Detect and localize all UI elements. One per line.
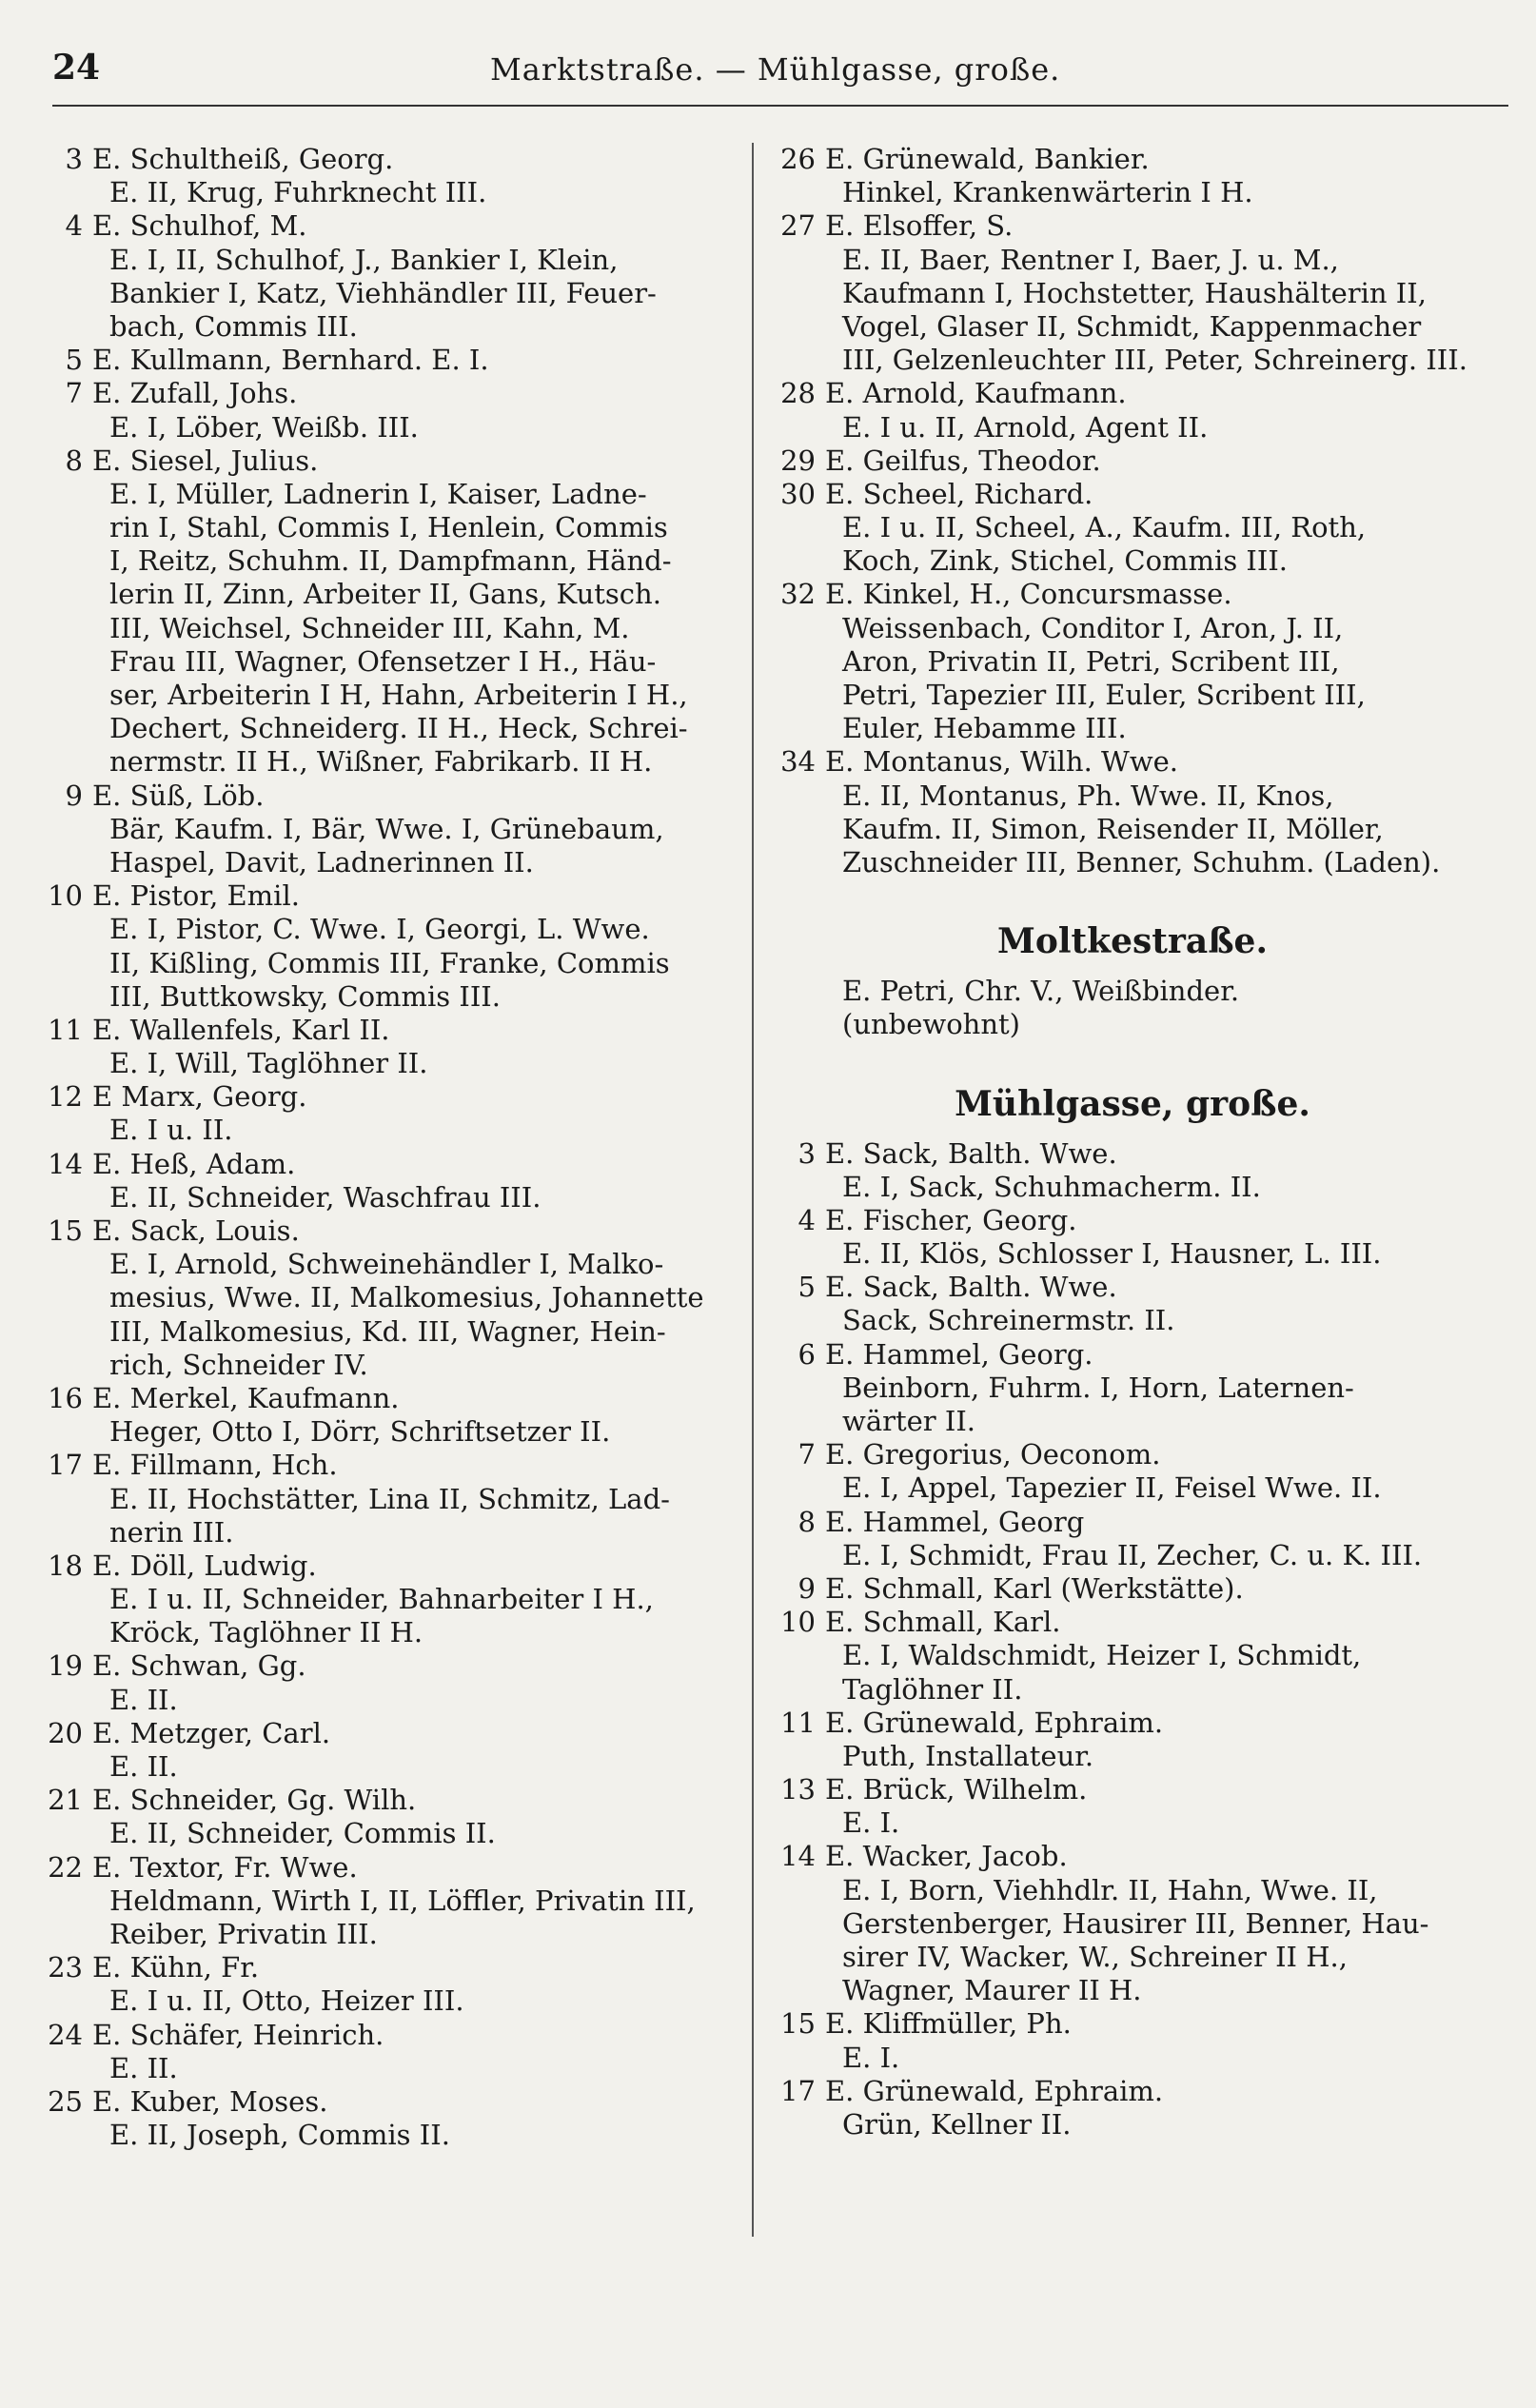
house-number: 32 [780, 578, 816, 611]
entry-text: E. I, Sack, Schuhmacherm. II. [842, 1170, 1261, 1203]
entry-text: E. Fillmann, Hch. [92, 1449, 338, 1482]
entry-text: rin I, Stahl, Commis I, Henlein, Commis [109, 511, 668, 544]
house-entry-line [43, 344, 738, 377]
resident-line [43, 1114, 738, 1147]
resident-line [43, 2052, 738, 2085]
right-column [776, 143, 1489, 2142]
house-number: 4 [798, 1203, 816, 1236]
house-entry-line [43, 1851, 738, 1885]
entry-text: E. Süß, Löb. [92, 779, 265, 812]
resident-line [776, 277, 1489, 310]
house-number: 26 [780, 143, 816, 175]
resident-line [43, 645, 738, 679]
entry-text: ser, Arbeiterin I H, Hahn, Arbeiterin I H., [109, 679, 688, 711]
entry-text: E. II, Schneider, Waschfrau III. [109, 1180, 542, 1214]
resident-line [776, 310, 1489, 344]
entry-text: E Marx, Georg. [92, 1080, 307, 1114]
entry-text: E. I. [842, 2041, 900, 2074]
resident-line [43, 1984, 738, 2018]
house-entry-line [776, 1707, 1489, 1740]
house-number: 9 [65, 779, 83, 812]
resident-line [776, 975, 1489, 1008]
entry-text: E. Kullmann, Bernhard. E. I. [92, 344, 489, 377]
resident-line [43, 1483, 738, 1516]
entry-text: rich, Schneider IV. [109, 1348, 368, 1381]
house-entry-line [43, 143, 738, 176]
entry-text: lerin II, Zinn, Arbeiter II, Gans, Kutsch. [109, 578, 661, 611]
house-number: 24 [48, 2018, 83, 2051]
house-number: 15 [48, 1214, 83, 1247]
house-number: 12 [48, 1080, 83, 1114]
resident-line [43, 913, 738, 946]
entry-text: Beinborn, Fuhrm. I, Horn, Laternen- [842, 1371, 1354, 1404]
entry-text: III, Buttkowsky, Commis III. [109, 979, 501, 1013]
muehlgasse-entries [776, 1137, 1489, 2142]
entry-text: Aron, Privatin II, Petri, Scribent III, [842, 644, 1340, 678]
entry-text: III, Malkomesius, Kd. III, Wagner, Hein- [109, 1314, 666, 1348]
house-entry-line [43, 2085, 738, 2119]
resident-line [776, 612, 1489, 645]
resident-line [776, 1974, 1489, 2007]
entry-text: Bär, Kaufm. I, Bär, Wwe. I, Grünebaum, [109, 812, 664, 845]
entry-text: E. I, Schmidt, Frau II, Zecher, C. u. K. III. [842, 1538, 1423, 1571]
house-number: 17 [48, 1449, 83, 1482]
resident-line [43, 980, 738, 1014]
house-entry-line [43, 1649, 738, 1683]
entry-text: Gerstenberger, Hausirer III, Benner, Hau- [842, 1906, 1429, 1940]
entry-text: E. Sack, Balth. Wwe. [825, 1271, 1117, 1304]
resident-line [43, 813, 738, 846]
house-number: 22 [48, 1850, 83, 1884]
entry-text: E. I, Müller, Ladnerin I, Kaiser, Ladne- [109, 477, 647, 510]
resident-line [776, 1304, 1489, 1337]
house-entry-line [43, 377, 738, 410]
house-number: 14 [780, 1840, 816, 1873]
resident-line [43, 679, 738, 712]
entry-text: E. Metzger, Carl. [92, 1716, 331, 1749]
running-head: Marktstraße. — Mühlgasse, große. [490, 51, 1061, 88]
entry-text: Bankier I, Katz, Viehhändler III, Feuer- [109, 276, 657, 309]
house-number: 30 [780, 477, 816, 510]
resident-line [43, 2119, 738, 2152]
entry-text: E. Pistor, Emil. [92, 879, 300, 913]
resident-line [43, 511, 738, 544]
entry-text: E. I, Born, Viehhdlr. II, Hahn, Wwe. II, [842, 1873, 1378, 1906]
entry-text: E. I, Appel, Tapezier II, Feisel Wwe. II. [842, 1471, 1382, 1505]
entry-text: Hinkel, Krankenwärterin I H. [842, 176, 1253, 209]
house-number: 6 [798, 1337, 816, 1371]
house-number: 3 [798, 1136, 816, 1170]
resident-line [43, 544, 738, 578]
house-entry-line [43, 1014, 738, 1047]
entry-text: E. II. [109, 1683, 178, 1716]
entry-text: E. Kliffmüller, Ph. [825, 2007, 1072, 2041]
house-number: 27 [780, 209, 816, 243]
house-number: 23 [48, 1951, 83, 1984]
house-number: 21 [48, 1784, 83, 1817]
entry-text: Puth, Installateur. [842, 1739, 1094, 1772]
house-number: 11 [48, 1013, 83, 1046]
house-number: 15 [780, 2007, 816, 2041]
house-entry-line [43, 2019, 738, 2052]
entry-text: E. Kühn, Fr. [92, 1951, 260, 1984]
resident-line [43, 1315, 738, 1349]
house-entry-line [43, 1784, 738, 1817]
entry-text: E. I. [842, 1806, 900, 1840]
house-entry-line [776, 2075, 1489, 2108]
house-entry-line [43, 1951, 738, 1984]
entry-text: E. Wacker, Jacob. [825, 1840, 1068, 1873]
entry-text: Euler, Hebamme III. [842, 712, 1127, 745]
entry-text: sirer IV, Wacker, W., Schreiner II H., [842, 1941, 1348, 1973]
resident-line [43, 578, 738, 611]
resident-line [776, 679, 1489, 712]
entry-text: E. Hammel, Georg [825, 1505, 1085, 1538]
entry-text: E. I, II, Schulhof, J., Bankier I, Klein, [109, 243, 619, 276]
resident-line [43, 1616, 738, 1649]
section-gap [776, 1042, 1489, 1071]
resident-line [43, 1181, 738, 1214]
house-number: 14 [48, 1147, 83, 1180]
resident-line [776, 645, 1489, 679]
resident-line [776, 1171, 1489, 1204]
entry-text: E. Zufall, Johs. [92, 377, 298, 410]
entry-text: Taglöhner II. [842, 1672, 1023, 1706]
resident-line [43, 1516, 738, 1549]
resident-line [43, 1583, 738, 1616]
house-entry-line [776, 1606, 1489, 1639]
house-number: 25 [48, 2084, 83, 2118]
house-number: 34 [780, 745, 816, 779]
entry-text: E. II. [109, 2051, 178, 2084]
house-number: 13 [780, 1773, 816, 1806]
entry-text: E. I, Arnold, Schweinehändler I, Malko- [109, 1248, 664, 1281]
resident-line [43, 277, 738, 310]
resident-line [43, 745, 738, 779]
resident-line [776, 813, 1489, 846]
entry-text: E. Wallenfels, Karl II. [92, 1013, 390, 1046]
house-number: 3 [65, 143, 83, 175]
entry-text: E. Grünewald, Bankier. [825, 143, 1150, 175]
house-number: 10 [780, 1606, 816, 1639]
resident-line [43, 478, 738, 511]
house-number: 17 [780, 2074, 816, 2107]
house-entry-line [43, 1449, 738, 1482]
entry-text: E. Geilfus, Theodor. [825, 444, 1101, 477]
house-entry-line [776, 209, 1489, 243]
resident-line [776, 712, 1489, 745]
resident-line [776, 1907, 1489, 1941]
resident-line [776, 1740, 1489, 1773]
entry-text: Petri, Tapezier III, Euler, Scribent III, [842, 679, 1366, 711]
entry-text: E. Textor, Fr. Wwe. [92, 1850, 358, 1884]
entry-text: E. I, Löber, Weißb. III. [109, 410, 419, 444]
resident-line [43, 612, 738, 645]
resident-line [776, 244, 1489, 277]
entry-text: E. Merkel, Kaufmann. [92, 1381, 400, 1414]
house-entry-line [43, 1080, 738, 1114]
entry-text: Frau III, Wagner, Ofensetzer I H., Häu- [109, 644, 657, 678]
resident-line [43, 1817, 738, 1850]
street-heading-muehlgasse: Mühlgasse, große. [955, 1083, 1310, 1124]
entry-text: E. II. [109, 1750, 178, 1783]
entry-text: E. II, Montanus, Ph. Wwe. II, Knos, [842, 779, 1334, 812]
entry-text: Kaufmann I, Hochstetter, Haushälterin II, [842, 276, 1427, 309]
entry-text: Kröck, Taglöhner II H. [109, 1616, 423, 1649]
house-entry-line [776, 478, 1489, 511]
entry-text: Reiber, Privatin III. [109, 1917, 378, 1950]
entry-text: E. II, Baer, Rentner I, Baer, J. u. M., [842, 243, 1339, 276]
house-entry-line [776, 1840, 1489, 1873]
entry-text: E. Schulhof, M. [92, 209, 307, 243]
entry-text: Sack, Schreinermstr. II. [842, 1304, 1175, 1337]
resident-line [776, 1471, 1489, 1505]
house-entry-line [776, 1137, 1489, 1171]
resident-line [43, 1248, 738, 1281]
entry-text: E. I u. II, Schneider, Bahnarbeiter I H., [109, 1583, 654, 1616]
resident-line [43, 1415, 738, 1449]
entry-text: nermstr. II H., Wißner, Fabrikarb. II H. [109, 745, 653, 779]
entry-text: E. Petri, Chr. V., Weißbinder. [842, 975, 1240, 1008]
resident-line [43, 1918, 738, 1951]
house-entry-line [43, 444, 738, 478]
resident-line [776, 1806, 1489, 1840]
house-number: 11 [780, 1706, 816, 1739]
resident-line [776, 544, 1489, 578]
house-entry-line [43, 1382, 738, 1415]
house-entry-line [43, 780, 738, 813]
entry-text: E. Siesel, Julius. [92, 444, 319, 477]
entry-text: nerin III. [109, 1515, 234, 1549]
entry-text: III, Gelzenleuchter III, Peter, Schreinerg. III. [842, 344, 1467, 377]
house-number: 10 [48, 879, 83, 913]
resident-line [776, 411, 1489, 444]
resident-line [43, 1885, 738, 1918]
entry-text: E. Fischer, Georg. [825, 1203, 1077, 1236]
entry-text: E. Schmall, Karl. [825, 1606, 1061, 1639]
house-number: 5 [65, 344, 83, 377]
resident-line [43, 244, 738, 277]
entry-text: E. Elsoffer, S. [825, 209, 1014, 243]
house-entry-line [43, 879, 738, 913]
house-entry-line [43, 209, 738, 243]
resident-line [43, 310, 738, 344]
resident-line [43, 411, 738, 444]
entry-text: E. Schmall, Karl (Werkstätte). [825, 1571, 1244, 1605]
entry-text: (unbewohnt) [842, 1008, 1020, 1041]
entry-text: II, Kißling, Commis III, Franke, Commis [109, 946, 670, 979]
entry-text: E. Grünewald, Ephraim. [825, 1706, 1164, 1739]
house-entry-line [776, 1338, 1489, 1372]
page-number: 24 [52, 48, 101, 88]
entry-text: E. II, Schneider, Commis II. [109, 1817, 496, 1850]
house-entry-line [776, 143, 1489, 176]
moltkestrasse-entries [776, 975, 1489, 1041]
resident-line [776, 1372, 1489, 1405]
marktstrasse-continued [776, 143, 1489, 879]
resident-line [43, 176, 738, 209]
entry-text: mesius, Wwe. II, Malkomesius, Johannette [109, 1281, 704, 1314]
resident-line [776, 2042, 1489, 2075]
resident-line [776, 176, 1489, 209]
entry-text: E. I u. II. [109, 1114, 233, 1147]
entry-text: wärter II. [842, 1405, 976, 1437]
house-entry-line [776, 1204, 1489, 1237]
house-entry-line [43, 1717, 738, 1750]
resident-line [776, 1008, 1489, 1041]
resident-line [776, 344, 1489, 377]
house-entry-line [776, 1572, 1489, 1606]
house-entry-line [776, 1271, 1489, 1304]
house-number: 7 [65, 377, 83, 410]
house-number: 8 [65, 444, 83, 477]
entry-text: Zuschneider III, Benner, Schuhm. (Laden). [842, 845, 1441, 878]
house-entry-line [776, 1438, 1489, 1471]
entry-text: E. I u. II, Scheel, A., Kaufm. III, Roth, [842, 511, 1367, 544]
entry-text: Grün, Kellner II. [842, 2107, 1072, 2141]
left-column [43, 143, 738, 2152]
house-number: 16 [48, 1381, 83, 1414]
house-entry-line [43, 1148, 738, 1181]
house-number: 8 [798, 1505, 816, 1538]
entry-text: E. Grünewald, Ephraim. [825, 2074, 1164, 2107]
entry-text: Wagner, Maurer II H. [842, 1974, 1142, 2007]
resident-line [776, 1941, 1489, 1974]
house-number: 28 [780, 377, 816, 410]
house-number: 19 [48, 1649, 83, 1683]
entry-text: E. Schneider, Gg. Wilh. [92, 1784, 417, 1817]
house-entry-line [43, 1214, 738, 1248]
entry-text: E. Gregorius, Oeconom. [825, 1438, 1161, 1471]
entry-text: E. Sack, Louis. [92, 1214, 300, 1247]
entry-text: E. Brück, Wilhelm. [825, 1773, 1088, 1806]
entry-text: E. II, Klös, Schlosser I, Hausner, L. III. [842, 1237, 1382, 1271]
entry-text: Haspel, Davit, Ladnerinnen II. [109, 845, 534, 878]
resident-line [43, 1047, 738, 1080]
entry-text: E. Döll, Ludwig. [92, 1549, 317, 1582]
page-header [52, 38, 1508, 107]
house-entry-line [776, 444, 1489, 478]
resident-line [776, 780, 1489, 813]
entry-text: E. Montanus, Wilh. Wwe. [825, 745, 1179, 779]
entry-text: III, Weichsel, Schneider III, Kahn, M. [109, 611, 630, 644]
entry-text: E. I u. II, Arnold, Agent II. [842, 410, 1209, 444]
resident-line [776, 1639, 1489, 1672]
house-entry-line [776, 1506, 1489, 1539]
resident-line [776, 1874, 1489, 1907]
house-number: 4 [65, 209, 83, 243]
entry-text: E. Hammel, Georg. [825, 1337, 1093, 1371]
entry-text: Vogel, Glaser II, Schmidt, Kappenmacher [842, 309, 1422, 343]
house-number: 20 [48, 1716, 83, 1749]
house-entry-line [776, 377, 1489, 410]
entry-text: E. Schultheiß, Georg. [92, 143, 394, 175]
entry-text: I, Reitz, Schuhm. II, Dampfmann, Händ- [109, 544, 672, 578]
resident-line [43, 1349, 738, 1382]
entry-text: E. II, Hochstätter, Lina II, Schmitz, Lad- [109, 1482, 670, 1515]
resident-line [776, 2108, 1489, 2142]
entry-text: E. Schwan, Gg. [92, 1649, 306, 1683]
section-gap [776, 879, 1489, 908]
entry-text: Koch, Zink, Stichel, Commis III. [842, 544, 1289, 578]
entry-text: E. Kinkel, H., Concursmasse. [825, 578, 1232, 611]
entry-text: E. I, Will, Taglöhner II. [109, 1047, 428, 1080]
entry-text: E. Kuber, Moses. [92, 2084, 328, 2118]
entry-text: Weissenbach, Conditor I, Aron, J. II, [842, 611, 1344, 644]
entry-text: Heger, Otto I, Dörr, Schriftsetzer II. [109, 1415, 611, 1449]
entry-text: E. I u. II, Otto, Heizer III. [109, 1984, 464, 2018]
entry-text: E. Sack, Balth. Wwe. [825, 1136, 1117, 1170]
resident-line [43, 947, 738, 980]
house-number: 5 [798, 1271, 816, 1304]
resident-line [776, 511, 1489, 544]
entry-text: Heldmann, Wirth I, II, Löffler, Privatin III, [109, 1884, 696, 1917]
entry-text: Dechert, Schneiderg. II H., Heck, Schrei- [109, 712, 688, 745]
entry-text: E. Arnold, Kaufmann. [825, 377, 1127, 410]
entry-text: bach, Commis III. [109, 309, 358, 343]
house-entry-line [776, 578, 1489, 611]
resident-line [776, 846, 1489, 879]
entry-text: Kaufm. II, Simon, Reisender II, Möller, [842, 812, 1384, 845]
house-number: 29 [780, 444, 816, 477]
house-number: 18 [48, 1549, 83, 1582]
column-divider [752, 143, 754, 2237]
entry-text: E. II, Krug, Fuhrknecht III. [109, 176, 487, 209]
house-entry-line [43, 1549, 738, 1583]
entry-text: E. II, Joseph, Commis II. [109, 2119, 450, 2152]
entry-text: E. Scheel, Richard. [825, 477, 1093, 510]
resident-line [776, 1539, 1489, 1572]
street-heading-moltkestrasse: Moltkestraße. [997, 921, 1268, 962]
house-number: 7 [798, 1438, 816, 1471]
resident-line [43, 1281, 738, 1314]
resident-line [43, 1750, 738, 1784]
entry-text: E. Heß, Adam. [92, 1147, 296, 1180]
resident-line [776, 1237, 1489, 1271]
resident-line [43, 712, 738, 745]
entry-text: E. I, Waldschmidt, Heizer I, Schmidt, [842, 1639, 1362, 1672]
entry-text: E. Schäfer, Heinrich. [92, 2018, 384, 2051]
house-entry-line [776, 745, 1489, 779]
resident-line [43, 846, 738, 879]
house-entry-line [776, 2007, 1489, 2041]
house-number: 9 [798, 1571, 816, 1605]
resident-line [43, 1684, 738, 1717]
entry-text: E. I, Pistor, C. Wwe. I, Georgi, L. Wwe. [109, 913, 650, 946]
resident-line [776, 1673, 1489, 1707]
resident-line [776, 1405, 1489, 1438]
house-entry-line [776, 1773, 1489, 1806]
